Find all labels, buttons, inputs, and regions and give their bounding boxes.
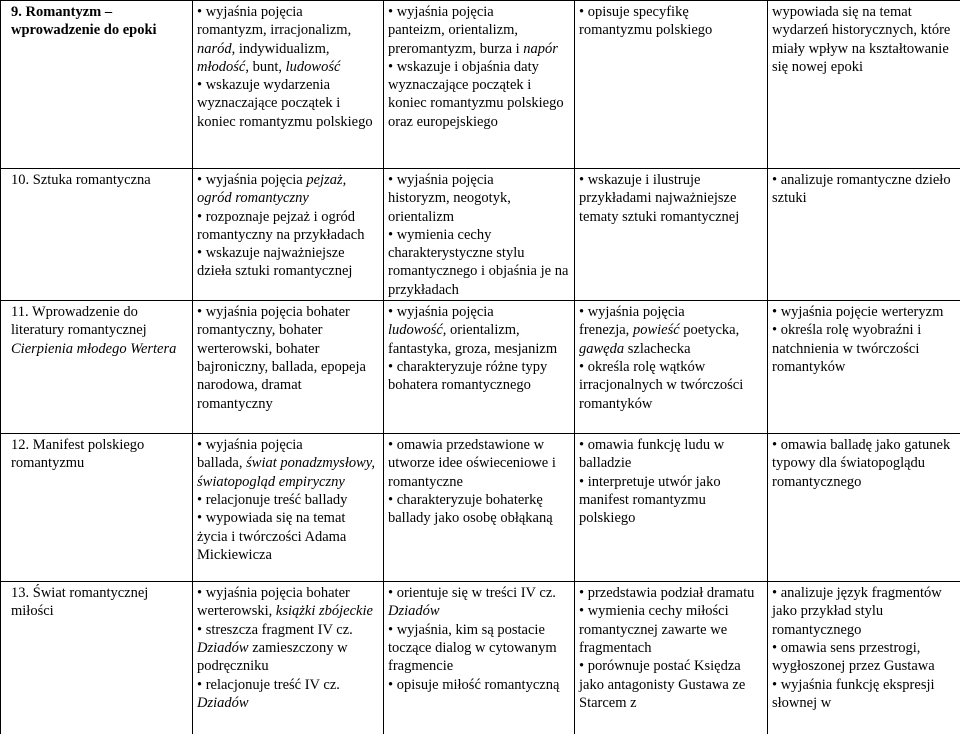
- requirement-item: [388, 358, 570, 395]
- text-run: romantyzm, irracjonalizm,: [197, 22, 352, 39]
- requirement-cell: [193, 434, 384, 582]
- italic-term: naród: [197, 40, 232, 57]
- text-run: omawia sens przestrogi, wygłoszonej przez Gustawa: [772, 639, 935, 675]
- requirement-item: [388, 491, 570, 528]
- requirement-continuation: [388, 21, 570, 58]
- text-run: wyjaśnia funkcję ekspresji słownej w: [772, 676, 935, 711]
- italic-term: gawęda: [579, 340, 625, 357]
- text-run: orientuje się w treści IV cz.: [396, 585, 556, 602]
- requirement-cell: [575, 301, 768, 434]
- requirement-continuation: [197, 21, 379, 76]
- requirement-item: [772, 584, 956, 639]
- text-run: wyjaśnia, kim są postacie toczące dialog w cytowanym fragmencie: [388, 621, 557, 675]
- requirement-item: [772, 303, 956, 321]
- requirement-cell: [384, 1, 575, 169]
- lesson-cell: [1, 301, 193, 434]
- requirement-item: [579, 602, 763, 657]
- text-run: relacjonuje treść IV cz.: [205, 676, 340, 693]
- text-run: historyzm, neogotyk, orientalizm: [388, 190, 511, 225]
- table-row: [1, 301, 960, 434]
- requirement-item: [388, 3, 570, 21]
- lesson-title: Manifest polskiego romantyzmu: [11, 437, 145, 472]
- text-run: opisuje specyfikę romantyzmu polskiego: [579, 4, 713, 39]
- text-run: wypowiada się na temat życia i twórczości Adama Mickiewicza: [197, 510, 347, 563]
- text-run: frenezja,: [579, 322, 633, 339]
- requirement-cell: [575, 434, 768, 582]
- lesson-title: Wprowadzenie do literatury romantycznej: [11, 304, 147, 339]
- requirement-item: [772, 676, 956, 713]
- text-run: wskazuje wydarzenia wyznaczające początek i koniec romantyzmu polskiego: [197, 77, 373, 130]
- text-run: wyjaśnia pojęcia: [396, 304, 494, 321]
- text-run: wymienia cechy charakterystyczne stylu romantycznego i objaśnia je na przykładach: [388, 226, 569, 298]
- requirement-item: [197, 584, 379, 621]
- italic-term: świat ponadzmysłowy, światopogląd empiryczny: [197, 455, 376, 490]
- text-run: panteizm, orientalizm, preromantyzm, burza i: [388, 22, 524, 57]
- requirement-cell: [768, 434, 960, 582]
- lesson-title-italic: Cierpienia młodego Wertera: [11, 340, 177, 357]
- requirement-continuation: [579, 321, 763, 358]
- text-run: wskazuje najważniejsze dzieła sztuki romantycznej: [197, 245, 353, 280]
- text-run: charakteryzuje różne typy bohatera romantycznego: [388, 358, 548, 394]
- table-row: [1, 582, 960, 734]
- text-run: określa rolę wyobraźni i natchnienia w twórczości romantyków: [772, 322, 922, 375]
- requirement-item: [579, 358, 763, 413]
- text-run: wyjaśnia pojęcia: [205, 172, 307, 188]
- text-run: , indywidualizm,: [231, 40, 330, 57]
- requirement-item: [579, 473, 763, 528]
- requirement-cell: [384, 169, 575, 301]
- requirement-cell: [193, 582, 384, 734]
- lesson-title: Romantyzm – wprowadzenie do epoki: [11, 4, 157, 39]
- text-run: wyjaśnia pojęcia bohater werterowski,: [197, 585, 350, 620]
- table-row: [1, 169, 960, 301]
- requirement-item: [197, 436, 379, 454]
- lesson-title: Świat romantycznej miłości: [11, 585, 149, 620]
- requirement-item: [388, 303, 570, 321]
- requirement-item: [388, 226, 570, 299]
- text-run: interpretuje utwór jako manifest romantyzmu polskiego: [579, 473, 721, 527]
- requirement-item: [579, 436, 763, 473]
- text-run: wskazuje i ilustruje przykładami najważniejsze tematy sztuki romantycznej: [579, 172, 740, 225]
- requirement-item: [579, 584, 763, 602]
- requirement-continuation: [772, 3, 956, 76]
- requirement-cell: [193, 301, 384, 434]
- text-run: wyjaśnia pojęcia bohater romantyczny, bohater werterowski, bohater bajroniczny, ballada, epopeja narodowa, dramat romantyczny: [197, 304, 366, 412]
- requirement-item: [197, 676, 379, 713]
- requirement-cell: [384, 434, 575, 582]
- text-run: przedstawia podział dramatu: [587, 585, 755, 602]
- italic-term: powieść: [632, 322, 680, 339]
- lesson-cell: [1, 169, 193, 301]
- italic-term: napór: [523, 40, 558, 57]
- text-run: streszcza fragment IV cz.: [205, 621, 353, 638]
- italic-term: Dziadów: [388, 603, 440, 620]
- text-run: wypowiada się na temat wydarzeń historycznych, które miały wpływ na kształtowanie się nowej epoki: [772, 4, 951, 75]
- text-run: zamieszczony w podręczniku: [197, 639, 348, 675]
- requirement-cell: [193, 169, 384, 301]
- requirement-cell: [768, 301, 960, 434]
- requirement-cell: [768, 582, 960, 734]
- requirement-item: [388, 621, 570, 676]
- text-run: relacjonuje treść ballady: [205, 491, 348, 508]
- requirement-item: [388, 171, 570, 189]
- text-run: szlachecka: [624, 340, 691, 357]
- text-run: określa rolę wątków irracjonalnych w twórczości romantyków: [579, 358, 744, 412]
- italic-term: Dziadów: [197, 694, 249, 711]
- lesson-number: 11.: [11, 304, 29, 321]
- requirement-item: [197, 244, 379, 281]
- text-run: omawia przedstawione w utworze idee oświeceniowe i romantyczne: [388, 437, 556, 490]
- text-run: opisuje miłość romantyczną: [396, 676, 560, 693]
- requirement-item: [388, 676, 570, 694]
- text-run: wyjaśnia pojęcia: [396, 4, 494, 20]
- lesson-number: 13.: [11, 585, 30, 602]
- requirement-item: [197, 621, 379, 676]
- table-body: [1, 1, 960, 734]
- text-run: wyjaśnia pojęcia: [396, 172, 494, 188]
- requirement-cell: [768, 1, 960, 169]
- text-run: wskazuje i objaśnia daty wyznaczające początek i koniec romantyzmu polskiego oraz europejskiego: [388, 58, 564, 130]
- requirement-item: [197, 3, 379, 21]
- italic-term: pejzaż, ogród romantyczny: [197, 172, 347, 207]
- lesson-number: 10.: [11, 172, 30, 188]
- requirement-cell: [384, 301, 575, 434]
- text-run: , bunt,: [245, 58, 286, 75]
- text-run: omawia funkcję ludu w balladzie: [579, 437, 725, 472]
- requirement-item: [772, 321, 956, 376]
- requirement-item: [579, 657, 763, 712]
- text-run: poetycka,: [679, 322, 740, 339]
- text-run: omawia balladę jako gatunek typowy dla światopoglądu romantycznego: [772, 437, 951, 490]
- requirement-item: [197, 509, 379, 564]
- italic-term: młodość: [197, 58, 246, 75]
- table-row: [1, 1, 960, 169]
- requirement-cell: [768, 169, 960, 301]
- requirement-cell: [193, 1, 384, 169]
- text-run: wyjaśnia pojęcia: [205, 4, 303, 20]
- lesson-cell: [1, 582, 193, 734]
- requirement-continuation: [388, 189, 570, 226]
- text-run: wymienia cechy miłości romantycznej zawarte we fragmentach: [579, 603, 729, 656]
- table-row: [1, 434, 960, 582]
- text-run: wyjaśnia pojęcie werteryzm: [780, 304, 944, 321]
- requirement-cell: [575, 582, 768, 734]
- lesson-title: Sztuka romantyczna: [32, 172, 151, 188]
- requirement-item: [772, 171, 956, 208]
- requirement-item: [197, 171, 379, 208]
- text-run: , orientalizm, fantastyka, groza, mesjanizm: [388, 322, 558, 357]
- requirement-item: [388, 58, 570, 131]
- requirement-continuation: [388, 321, 570, 358]
- text-run: charakteryzuje bohaterkę ballady jako osobę obłąkaną: [388, 491, 553, 527]
- requirement-continuation: [197, 454, 379, 491]
- requirement-item: [579, 3, 763, 40]
- requirement-cell: [575, 169, 768, 301]
- text-run: analizuje język fragmentów jako przykład stylu romantycznego: [772, 585, 942, 638]
- text-run: analizuje romantyczne dzieło sztuki: [772, 172, 951, 207]
- requirement-item: [772, 639, 956, 676]
- lesson-number: 9.: [11, 4, 22, 20]
- text-run: rozpoznaje pejzaż i ogród romantyczny na przykładach: [197, 208, 365, 243]
- italic-term: Dziadów: [197, 639, 249, 656]
- requirement-item: [388, 436, 570, 491]
- text-run: porównuje postać Księdza jako antagonisty Gustawa ze Starcem z: [579, 658, 746, 711]
- requirement-cell: [384, 582, 575, 734]
- text-run: ballada,: [197, 455, 247, 472]
- requirement-item: [388, 584, 570, 621]
- requirement-item: [197, 303, 379, 413]
- italic-term: książki zbójeckie: [275, 603, 373, 620]
- text-run: wyjaśnia pojęcia: [587, 304, 685, 321]
- requirement-item: [579, 303, 763, 321]
- italic-term: ludowość: [285, 58, 341, 75]
- lesson-cell: [1, 434, 193, 582]
- italic-term: ludowość: [388, 322, 443, 339]
- requirement-item: [772, 436, 956, 491]
- requirement-item: [197, 76, 379, 131]
- requirement-cell: [575, 1, 768, 169]
- requirement-item: [197, 491, 379, 509]
- lesson-number: 12.: [11, 437, 30, 454]
- requirement-item: [197, 208, 379, 245]
- lesson-cell: [1, 1, 193, 169]
- requirement-item: [579, 171, 763, 226]
- text-run: wyjaśnia pojęcia: [205, 437, 303, 454]
